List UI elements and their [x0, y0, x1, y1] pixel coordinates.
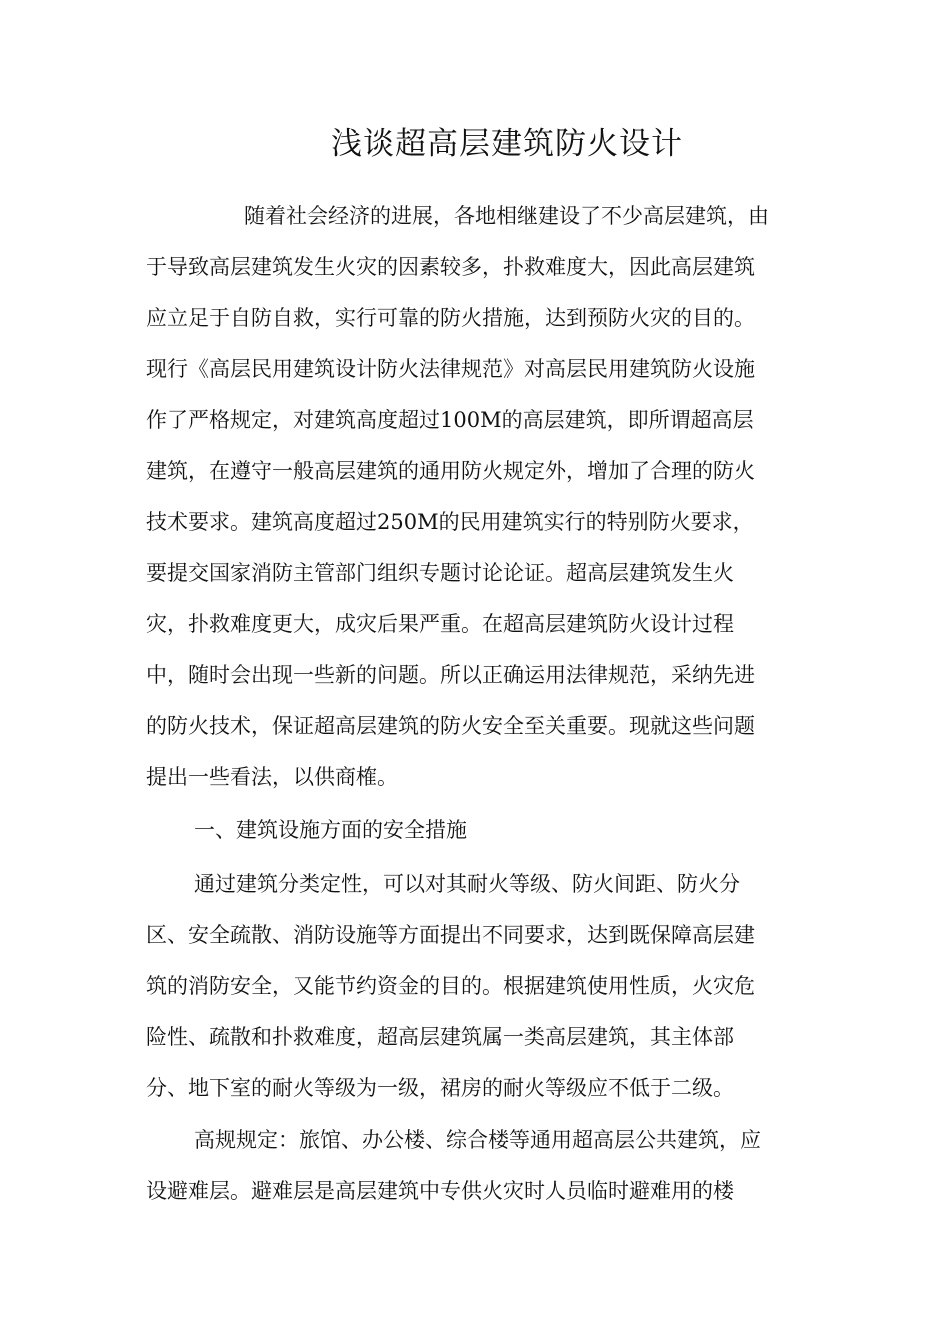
paragraph-line: 技术要求。建筑高度超过250M的民用建筑实行的特别防火要求， [146, 510, 754, 534]
paragraph-line: 设避难层。避难层是高层建筑中专供火灾时人员临时避难用的楼 [146, 1179, 734, 1203]
paragraph-line: 于导致高层建筑发生火灾的因素较多，扑救难度大，因此高层建筑 [146, 255, 755, 279]
paragraph-line: 现行《高层民用建筑设计防火法律规范》对高层民用建筑防火设施 [146, 357, 755, 381]
paragraph-line: 筑的消防安全，又能节约资金的目的。根据建筑使用性质，火灾危 [146, 974, 755, 998]
paragraph-line: 区、安全疏散、消防设施等方面提出不同要求，达到既保障高层建 [146, 923, 755, 947]
document-title: 浅谈超高层建筑防火设计 [331, 126, 683, 162]
section-heading: 一、建筑设施方面的安全措施 [194, 818, 467, 842]
paragraph-line: 高规规定：旅馆、办公楼、综合楼等通用超高层公共建筑，应 [194, 1128, 761, 1152]
paragraph-line: 提出一些看法，以供商榷。 [146, 765, 398, 789]
paragraph-line: 随着社会经济的进展，各地相继建设了不少高层建筑，由 [244, 204, 769, 228]
paragraph-line: 的防火技术，保证超高层建筑的防火安全至关重要。现就这些问题 [146, 714, 755, 738]
paragraph-line: 要提交国家消防主管部门组织专题讨论论证。超高层建筑发生火 [146, 561, 734, 585]
paragraph-line: 险性、疏散和扑救难度，超高层建筑属一类高层建筑，其主体部 [146, 1025, 734, 1049]
paragraph-line: 中，随时会出现一些新的问题。所以正确运用法律规范，采纳先进 [146, 663, 755, 687]
paragraph-line: 应立足于自防自救，实行可靠的防火措施，达到预防火灾的目的。 [146, 306, 755, 330]
paragraph-line: 作了严格规定，对建筑高度超过100M的高层建筑，即所谓超高层 [146, 408, 754, 432]
paragraph-line: 分、地下室的耐火等级为一级，裙房的耐火等级应不低于二级。 [146, 1076, 734, 1100]
paragraph-line: 建筑，在遵守一般高层建筑的通用防火规定外，增加了合理的防火 [146, 459, 755, 483]
paragraph-line: 通过建筑分类定性，可以对其耐火等级、防火间距、防火分 [194, 872, 740, 896]
paragraph-line: 灾，扑救难度更大，成灾后果严重。在超高层建筑防火设计过程 [146, 612, 734, 636]
